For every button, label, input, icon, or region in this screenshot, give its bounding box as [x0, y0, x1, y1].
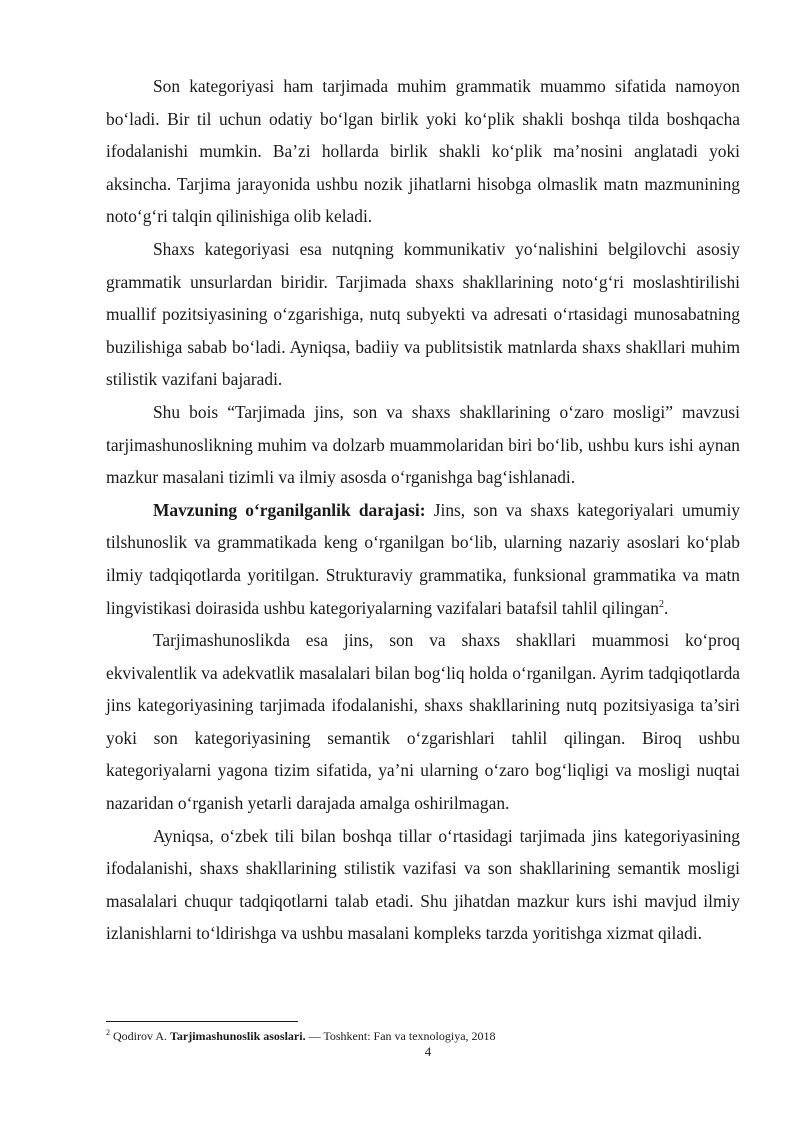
footnote-title: Tarjimashunoslik asoslari.: [170, 1029, 306, 1043]
footnote-separator: [106, 1021, 298, 1022]
paragraph-topic-statement: Shu bois “Tarjimada jins, son va shaxs shakllarining o‘zaro mosligi” mavzusi tarjimashunoslikning muhim va dolzarb muammolaridan biri bo‘lib, ushbu kurs ishi aynan mazkur masalani tizimli va ilmiy asosda o‘rganishga bag‘ishlanadi.: [106, 401, 740, 488]
paragraph-uzbek-translation: Ayniqsa, o‘zbek tili bilan boshqa tillar o‘rtasidagi tarjimada jins kategoriyasining ifodalanishi, shaxs shakllarining stilistik vazifasi va son shakllarining semantik mosligi masalalari chuqur tadqiqotlarni talab etadi. Shu jihatdan mazkur kurs ishi mavjud ilmiy izlanishlarni to‘ldirishga va ushbu masalani kompleks tarzda yoritishga xizmat qiladi.: [106, 825, 740, 944]
paragraph-text: Jins, son va shaxs kategoriyalari umumiy tilshunoslik va grammatikada keng o‘rganilgan bo‘lib, ularning nazariy asoslari ko‘plab ilmiy tadqiqotlarda yoritilgan. Strukturaviy grammatika, funksional grammatika va matn lingvistikasi doirasida ushbu kategoriyalarning vazifalari batafsil tahlil qilingan: [106, 499, 740, 618]
section-heading: Mavzuning o‘rganilganlik darajasi:: [153, 499, 426, 520]
paragraph-end: .: [663, 597, 669, 618]
paragraph-degree-of-study: [106, 494, 740, 624]
paragraph-person-category: Shaxs kategoriyasi esa nutqning kommunikativ yo‘nalishini belgilovchi asosiy grammatik unsurlardan biridir. Tarjimada shaxs shakllarining noto‘g‘ri moslashtirilishi muallif pozitsiyasining o‘zgarishiga, nutq subyekti va adresati o‘rtasidagi munosabatning buzilishiga sabab bo‘ladi. Ayniqsa, badiiy va publitsistik matnlarda shaxs shakllari muhim stilistik vazifani bajaradi.: [106, 238, 740, 390]
footnote: [106, 1029, 746, 1044]
page-number: 4: [424, 1044, 432, 1059]
footnote-author: Qodirov A.: [110, 1029, 170, 1043]
footnote-reference[interactable]: 2: [658, 598, 664, 610]
footnote-number: 2: [106, 1028, 110, 1037]
paragraph-translation-studies: Tarjimashunoslikda esa jins, son va shaxs shakllari muammosi ko‘proq ekvivalentlik va adekvatlik masalalari bilan bog‘liq holda o‘rganilgan. Ayrim tadqiqotlarda jins kategoriyasining tarjimada ifodalanishi, shaxs shakllarining nutq pozitsiyasiga ta’siri yoki son kategoriyasining semantik o‘zgarishlari tahlil qilingan. Biroq ushbu kategoriyalarni yagona tizim sifatida, ya’ni ularning o‘zaro bog‘liqligi va mosligi nuqtai nazaridan o‘rganish yetarli darajada amalga oshirilmagan.: [106, 630, 740, 814]
page-body: [106, 70, 740, 950]
footnote-publication: — Toshkent: Fan va texnologiya, 2018: [305, 1029, 496, 1043]
paragraph-number-category: Son kategoriyasi ham tarjimada muhim grammatik muammo sifatida namoyon bo‘ladi. Bir til uchun odatiy bo‘lgan birlik yoki ko‘plik shakli boshqa tilda boshqacha ifodalanishi mumkin. Ba’zi hollarda birlik shakli ko‘plik ma’nosini anglatadi yoki aksincha. Tarjima jarayonida ushbu nozik jihatlarni hisobga olmaslik matn mazmunining noto‘g‘ri talqin qilinishiga olib keladi.: [106, 76, 740, 227]
